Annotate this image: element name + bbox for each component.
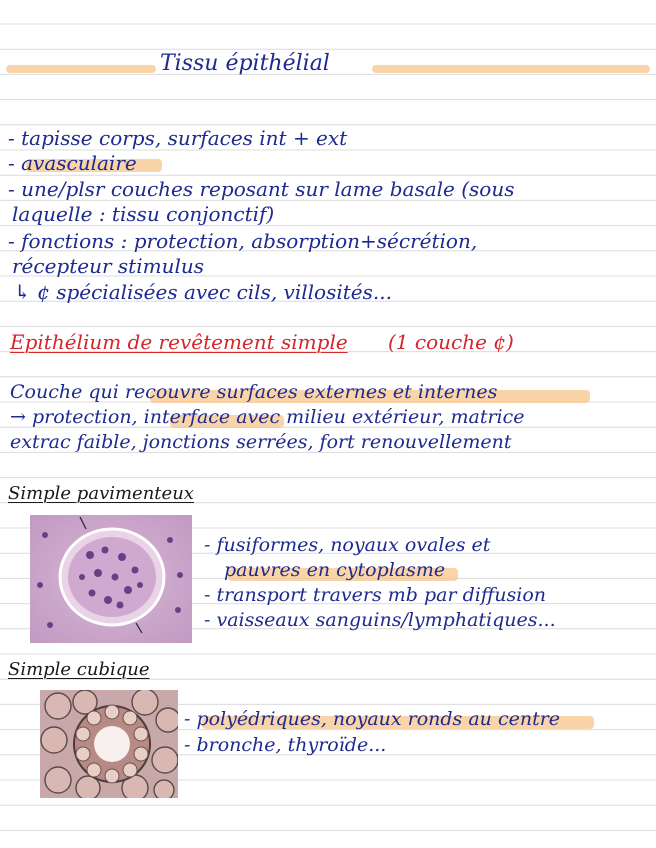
cubique-bullet-2: - bronche, thyroïde...	[184, 734, 387, 756]
intro-line-5: - fonctions : protection, absorption+sécrétion,	[8, 229, 478, 253]
pavimenteux-bullet-2: pauvres en cytoplasme	[224, 559, 446, 581]
pavimenteux-heading: Simple pavimenteux	[8, 483, 194, 504]
intro-line-7: ↳ ¢ spécialisées avec cils, villosités...	[14, 280, 392, 304]
page-title: Tissu épithélial	[160, 51, 330, 76]
intro-line-1: - tapisse corps, surfaces int + ext	[8, 126, 348, 150]
intro-line-6: récepteur stimulus	[12, 254, 204, 278]
title-highlight-left	[6, 65, 156, 73]
desc-line-3: extrac faible, jonctions serrées, fort renouvellement	[10, 431, 512, 453]
desc-line-1: Couche qui recouvre surfaces externes et internes	[10, 381, 498, 403]
cubique-bullet-1: - polyédriques, noyaux ronds au centre	[184, 708, 561, 730]
cubique-heading: Simple cubique	[8, 659, 150, 680]
pavimenteux-bullet-4: - vaisseaux sanguins/lymphatiques...	[204, 609, 556, 631]
intro-line-3: - une/plsr couches reposant sur lame basale (sous	[8, 177, 515, 201]
title-highlight-right	[372, 65, 650, 73]
intro-line-4: laquelle : tissu conjonctif)	[12, 202, 275, 226]
pavimenteux-bullet-3: - transport travers mb par diffusion	[204, 584, 547, 606]
intro-line-2: - avasculaire	[8, 151, 137, 175]
section-note: (1 couche ¢)	[388, 330, 514, 354]
pavimenteux-bullet-1: - fusiformes, noyaux ovales et	[204, 534, 491, 556]
section-heading: Epithélium de revêtement simple	[10, 330, 348, 354]
desc-line-2: → protection, interface avec milieu extérieur, matrice	[10, 406, 525, 428]
pavimenteux-micrograph	[30, 515, 192, 643]
cubique-micrograph	[40, 690, 178, 798]
